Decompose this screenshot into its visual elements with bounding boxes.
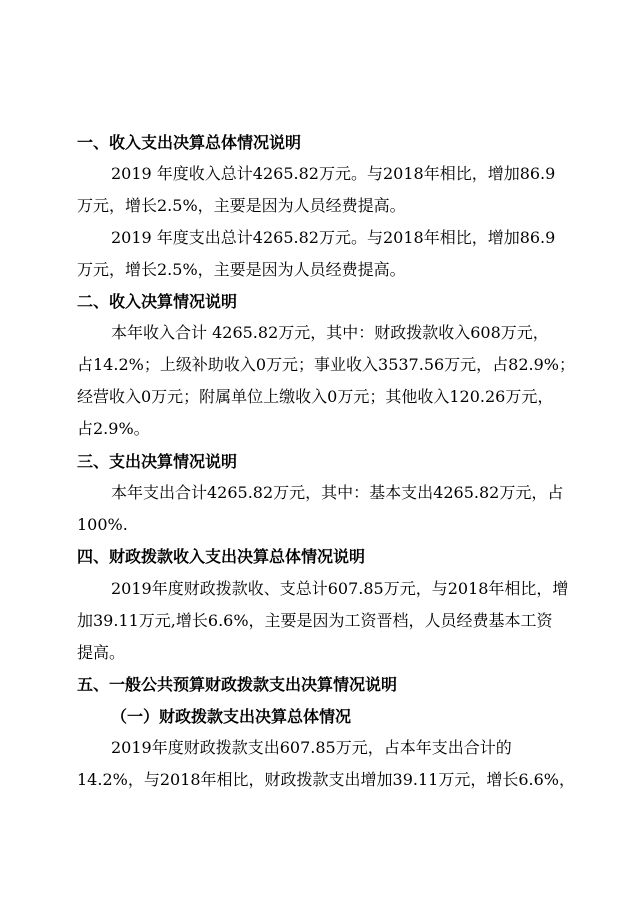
paragraph-line: 万元，增长2.5%，主要是因为人员经费提高。 — [77, 260, 406, 279]
paragraph-line: 本年支出合计4265.82万元，其中：基本支出4265.82万元，占 — [111, 483, 564, 502]
section-heading-5: 五、一般公共预算财政拨款支出决算情况说明 — [77, 675, 398, 694]
section-heading-3: 三、支出决算情况说明 — [77, 452, 238, 471]
paragraph-line: 提高。 — [77, 643, 126, 662]
section-heading-1: 一、收入支出决算总体情况说明 — [77, 133, 302, 152]
paragraph-line: 本年收入合计 4265.82万元，其中：财政拨款收入608万元， — [111, 323, 549, 342]
paragraph-line: 2019年度财政拨款收、支总计607.85万元，与2018年相比，增 — [111, 579, 569, 598]
paragraph-line: 100%. — [77, 515, 128, 534]
paragraph-line: 占2.9%。 — [77, 419, 150, 438]
section-heading-4: 四、财政拨款收入支出决算总体情况说明 — [77, 547, 366, 566]
paragraph-line: 2019年度财政拨款支出607.85万元，占本年支出合计的 — [111, 738, 512, 757]
paragraph-line: 2019 年度支出总计4265.82万元。与2018年相比，增加86.9 — [111, 228, 556, 247]
paragraph-line: 2019 年度收入总计4265.82万元。与2018年相比，增加86.9 — [111, 164, 556, 183]
paragraph-line: 占14.2%；上级补助收入0万元；事业收入3537.56万元，占82.9%； — [77, 355, 576, 374]
paragraph-line: 14.2%，与2018年相比，财政拨款支出增加39.11万元，增长6.6%， — [77, 770, 576, 789]
section-heading-2: 二、收入决算情况说明 — [77, 292, 238, 311]
paragraph-line: 加39.11万元,增长6.6%，主要是因为工资晋档，人员经费基本工资 — [77, 611, 553, 630]
subsection-heading: （一）财政拨款支出决算总体情况 — [111, 707, 352, 726]
paragraph-line: 万元，增长2.5%，主要是因为人员经费提高。 — [77, 196, 406, 215]
paragraph-line: 经营收入0万元；附属单位上缴收入0万元；其他收入120.26万元， — [77, 387, 554, 406]
